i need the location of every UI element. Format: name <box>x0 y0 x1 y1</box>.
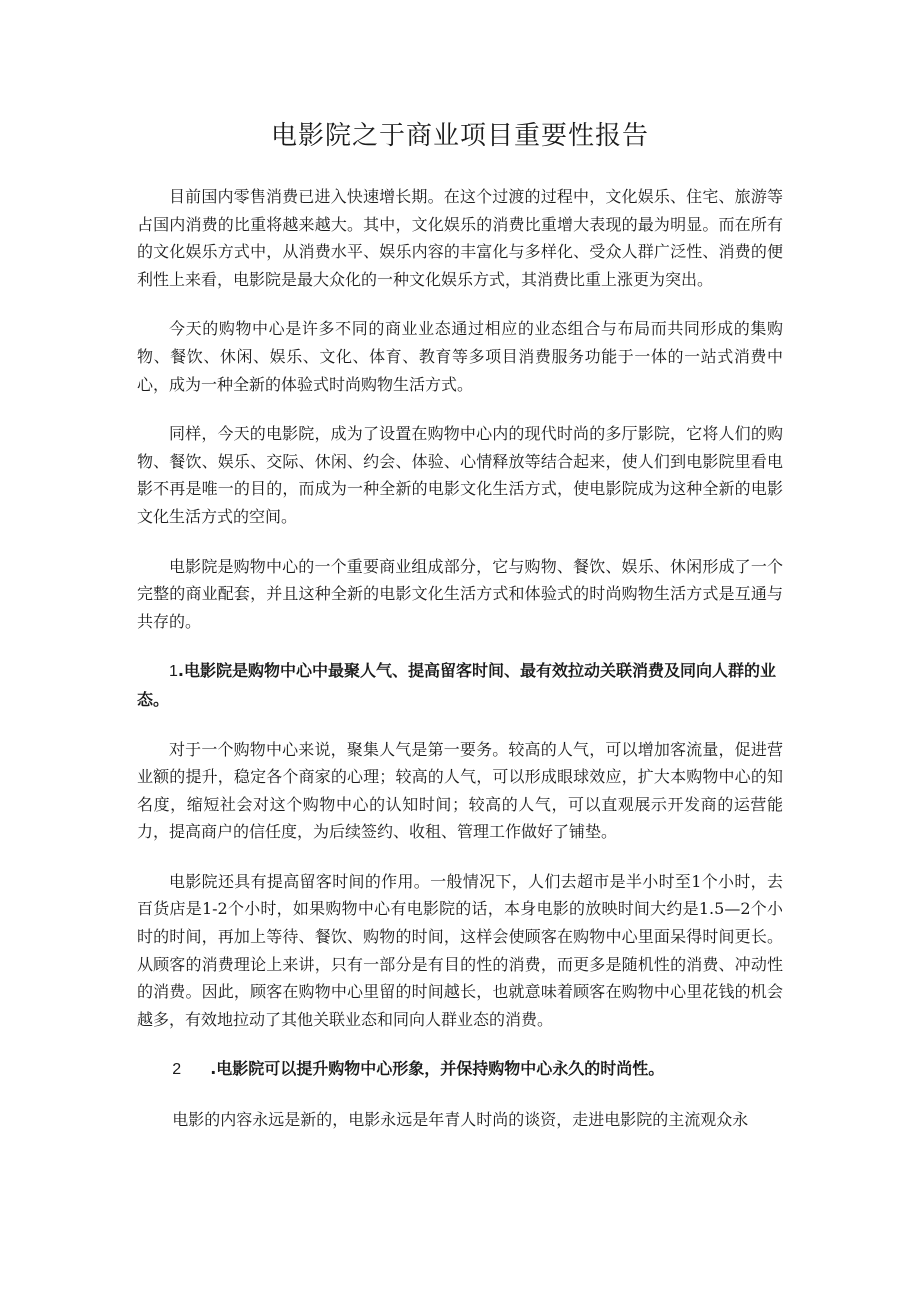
section-1-heading <box>137 657 783 713</box>
section-1-heading-text: .电影院是购物中心中最聚人气、提高留客时间、最有效拉动关联消费及同向人群的业态。 <box>137 661 776 709</box>
paragraph-cinema-today: 同样，今天的电影院，成为了设置在购物中心内的现代时尚的多厅影院，它将人们的购物、餐饮、娱乐、交际、休闲、约会、体验、心情释放等结合起来，使人们到电影院里看电影不再是唯一的目的，而成为一种全新的电影文化生活方式，使电影院成为这种全新的电影文化生活方式的空间。 <box>137 424 783 526</box>
section-1-paragraph: 电影院还具有提高留客时间的作用。一般情况下，人们去超市是半小时至1个小时，去百货店是1-2个小时，如果购物中心有电影院的话，本身电影的放映时间大约是1.5—2个小时的时间，再加上等待、餐饮、购物的时间，这样会使顾客在购物中心里面呆得时间更长。从顾客的消费理论上来讲，只有一部分是有目的性的消费，而更多是随机性的消费、冲动性的消费。因此，顾客在购物中心里留的时间越长，也就意味着顾客在购物中心里花钱的机会越多，有效地拉动了其他关联业态和同向人群业态的消费。 <box>137 871 783 1029</box>
section-1-number: 1 <box>169 663 178 681</box>
document-body <box>137 183 783 1156</box>
section-2-heading <box>137 1055 783 1084</box>
document-title: 电影院之于商业项目重要性报告 <box>270 121 649 151</box>
section-2-heading-text: .电影院可以提升购物中心形象，并保持购物中心永久的时尚性。 <box>210 1059 665 1079</box>
section-2-paragraph: 电影的内容永远是新的，电影永远是年青人时尚的谈资，走进电影院的主流观众永 <box>172 1110 749 1130</box>
paragraph-intro: 目前国内零售消费已进入快速增长期。在这个过渡的过程中，文化娱乐、住宅、旅游等占国内消费的比重将越来越大。其中，文化娱乐的消费比重增大表现的最为明显。而在所有的文化娱乐方式中，从消费水平、娱乐内容的丰富化与多样化、受众人群广泛性、消费的便利性上来看，电影院是最大众化的一种文化娱乐方式，其消费比重上涨更为突出。 <box>137 187 783 289</box>
section-1-paragraph: 对于一个购物中心来说，聚集人气是第一要务。较高的人气，可以增加客流量，促进营业额的提升，稳定各个商家的心理；较高的人气，可以形成眼球效应，扩大本购物中心的知名度，缩短社会对这个购物中心的认知时间；较高的人气，可以直观展示开发商的运营能力，提高商户的信任度，为后续签约、收租、管理工作做好了铺垫。 <box>137 739 783 842</box>
section-2-number: 2 <box>172 1061 182 1079</box>
paragraph-shopping-center: 今天的购物中心是许多不同的商业业态通过相应的业态组合与布局而共同形成的集购物、餐饮、休闲、娱乐、文化、体育、教育等多项目消费服务功能于一体的一站式消费中心，成为一种全新的体验式时尚购物生活方式。 <box>137 319 783 394</box>
paragraph-cinema-component: 电影院是购物中心的一个重要商业组成部分，它与购物、餐饮、娱乐、休闲形成了一个完整的商业配套，并且这种全新的电影文化生活方式和体验式的时尚购物生活方式是互通与共存的。 <box>137 556 783 631</box>
